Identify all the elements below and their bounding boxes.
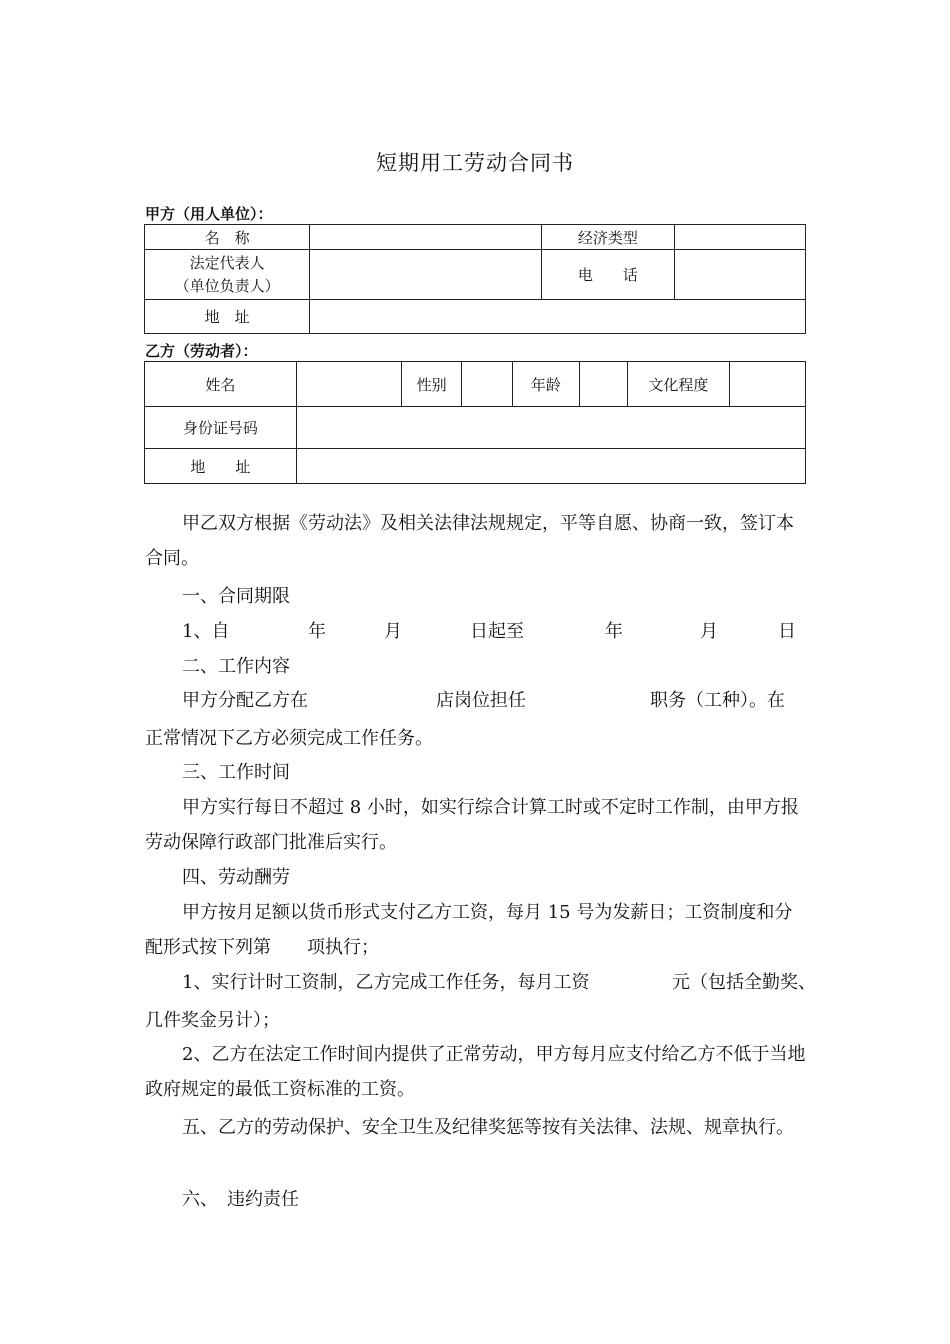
pay-item-1-a: 1、实行计时工资制，乙方完成工作任务，每月工资	[182, 972, 590, 993]
work-assign-c: 职务（工种）。在	[650, 690, 785, 711]
gender-value-cell[interactable]	[461, 362, 512, 407]
econ-type-value-cell[interactable]	[674, 225, 805, 250]
section-2-heading: 二、工作内容	[182, 656, 290, 677]
party-b-label: 乙方（劳动者）：	[145, 342, 258, 360]
b-name-label-cell: 姓名	[145, 362, 297, 407]
section-4-paragraph: 甲方按月足额以货币形式支付乙方工资，每月 15 号为发薪日；工资制度和分配形式按下列第 项执行；	[145, 902, 793, 958]
legal-rep-label-cell	[145, 250, 310, 300]
pay-item-1-b: 元（包括全勤奖、	[672, 972, 816, 993]
term-start-day-to: 日起至	[470, 621, 524, 642]
term-end-month: 月	[700, 621, 718, 642]
document-title: 短期用工劳动合同书	[376, 151, 574, 175]
name-label-cell: 名 称	[145, 225, 310, 250]
b-address-label-cell: 地 址	[145, 449, 297, 484]
education-value-cell[interactable]	[729, 362, 805, 407]
work-assign-b: 店岗位担任	[436, 690, 526, 711]
party-a-table	[144, 224, 806, 334]
legal-rep-label-line2: （单位负责人）	[174, 276, 280, 295]
term-end-year: 年	[605, 621, 623, 642]
term-start-year: 年	[308, 621, 326, 642]
section-3-heading: 三、工作时间	[182, 762, 290, 783]
b-name-value-cell[interactable]	[296, 362, 402, 407]
id-label-cell: 身份证号码	[145, 407, 297, 449]
party-b-table	[144, 361, 806, 484]
pay-item-1-c: 几件奖金另计）；	[145, 1010, 280, 1031]
age-label-cell: 年龄	[513, 362, 579, 407]
gender-label-cell: 性别	[402, 362, 461, 407]
legal-rep-value-cell[interactable]	[310, 250, 542, 300]
intro-paragraph: 甲乙双方根据《劳动法》及相关法律法规规定，平等自愿、协商一致，签订本合同。	[145, 513, 794, 569]
work-assign-d: 正常情况下乙方必须完成工作任务。	[145, 728, 433, 749]
legal-rep-label-line1: 法定代表人	[189, 253, 265, 272]
section-3-paragraph: 甲方实行每日不超过 8 小时，如实行综合计算工时或不定时工作制，由甲方报劳动保障行政部门批准后实行。	[145, 797, 799, 853]
age-value-cell[interactable]	[579, 362, 627, 407]
party-a-label: 甲方（用人单位）：	[145, 205, 273, 223]
phone-label-cell: 电 话	[542, 250, 675, 300]
econ-type-label-cell: 经济类型	[542, 225, 675, 250]
id-value-cell[interactable]	[296, 407, 805, 449]
term-start-month: 月	[384, 621, 402, 642]
section-1-heading: 一、合同期限	[182, 586, 290, 607]
address-label-cell: 地 址	[145, 300, 310, 334]
term-end-day: 日	[778, 621, 796, 642]
phone-value-cell[interactable]	[674, 250, 805, 300]
b-address-value-cell[interactable]	[296, 449, 805, 484]
term-start-prefix: 1、自	[182, 621, 230, 642]
pay-item-2: 2、乙方在法定工作时间内提供了正常劳动，甲方每月应支付给乙方不低于当地政府规定的最低工资标准的工资。	[145, 1044, 806, 1100]
section-5-paragraph: 五、乙方的劳动保护、安全卫生及纪律奖惩等按有关法律、法规、规章执行。	[182, 1117, 794, 1138]
section-6-heading: 六、 违约责任	[182, 1189, 299, 1210]
section-4-heading: 四、劳动酬劳	[182, 867, 290, 888]
name-value-cell[interactable]	[310, 225, 542, 250]
work-assign-a: 甲方分配乙方在	[182, 690, 308, 711]
address-value-cell[interactable]	[310, 300, 806, 334]
education-label-cell: 文化程度	[627, 362, 729, 407]
